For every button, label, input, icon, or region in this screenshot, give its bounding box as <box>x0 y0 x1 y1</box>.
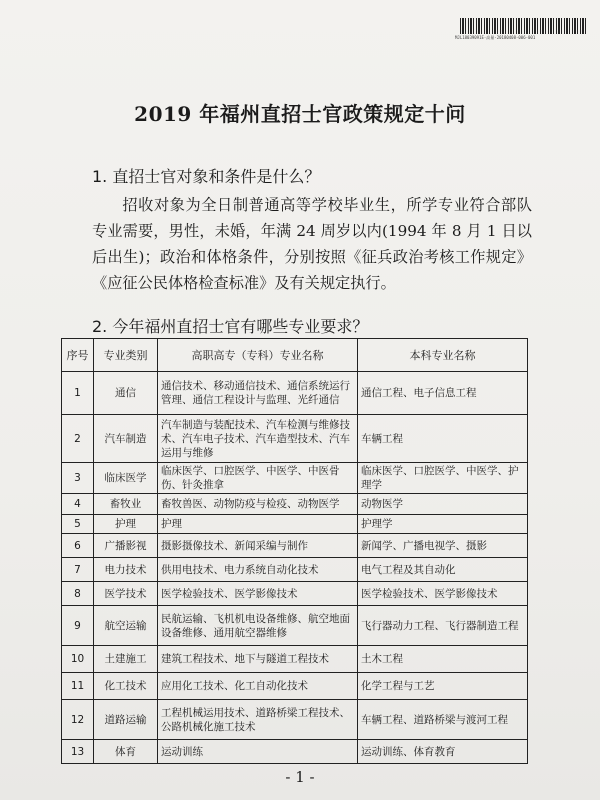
row-category: 广播影视 <box>94 534 158 558</box>
row-bachelor: 新闻学、广播电视学、摄影 <box>358 534 528 558</box>
row-vocational: 民航运输、飞机机电设备维修、航空地面设备维修、通用航空器维修 <box>158 606 358 646</box>
row-no: 8 <box>62 582 94 606</box>
row-vocational: 临床医学、口腔医学、中医学、中医骨伤、针灸推拿 <box>158 463 358 494</box>
table-row <box>62 515 528 534</box>
table-row <box>62 646 528 673</box>
barcode <box>460 18 588 34</box>
table-row <box>62 606 528 646</box>
header-bachelor: 本科专业名称 <box>358 339 528 372</box>
table-row <box>62 534 528 558</box>
row-vocational: 汽车制造与装配技术、汽车检测与维修技术、汽车电子技术、汽车造型技术、汽车运用与维修 <box>158 415 358 463</box>
page-number: - 1 - <box>285 768 315 786</box>
section-1-paragraph: 招收对象为全日制普通高等学校毕业生，所学专业符合部队专业需要，男性，未婚，年满 24 周岁以内(1994 年 8 月 1 日以后出生)；政治和体格条件，分别按照《征兵政治考核工作规定》《应征公民体格检查标准》及有关规定执行。 <box>92 196 532 292</box>
table-row <box>62 494 528 515</box>
row-category: 畜牧业 <box>94 494 158 515</box>
table-header-row <box>62 339 528 372</box>
section-1-heading: 1. 直招士官对象和条件是什么？ <box>92 167 321 186</box>
row-no: 2 <box>62 415 94 463</box>
row-bachelor: 动物医学 <box>358 494 528 515</box>
row-bachelor: 化学工程与工艺 <box>358 673 528 700</box>
row-category: 航空运输 <box>94 606 158 646</box>
header-no: 序号 <box>62 339 94 372</box>
row-category: 通信 <box>94 372 158 415</box>
header-category: 专业类别 <box>94 339 158 372</box>
row-category: 道路运输 <box>94 700 158 740</box>
row-no: 7 <box>62 558 94 582</box>
row-vocational: 工程机械运用技术、道路桥梁工程技术、公路机械化施工技术 <box>158 700 358 740</box>
row-category: 护理 <box>94 515 158 534</box>
row-no: 9 <box>62 606 94 646</box>
table-row <box>62 558 528 582</box>
table-row <box>62 582 528 606</box>
row-vocational: 护理 <box>158 515 358 534</box>
row-no: 4 <box>62 494 94 515</box>
row-bachelor: 车辆工程、道路桥梁与渡河工程 <box>358 700 528 740</box>
row-bachelor: 护理学 <box>358 515 528 534</box>
row-vocational: 运动训练 <box>158 740 358 764</box>
row-vocational: 供用电技术、电力系统自动化技术 <box>158 558 358 582</box>
row-bachelor: 运动训练、体育教育 <box>358 740 528 764</box>
row-vocational: 摄影摄像技术、新闻采编与制作 <box>158 534 358 558</box>
row-no: 11 <box>62 673 94 700</box>
table-row <box>62 415 528 463</box>
row-category: 土建施工 <box>94 646 158 673</box>
row-bachelor: 医学检验技术、医学影像技术 <box>358 582 528 606</box>
header-vocational: 高职高专（专科）专业名称 <box>158 339 358 372</box>
row-no: 6 <box>62 534 94 558</box>
row-category: 汽车制造 <box>94 415 158 463</box>
row-bachelor: 土木工程 <box>358 646 528 673</box>
row-bachelor: 通信工程、电子信息工程 <box>358 372 528 415</box>
document-title: 2019 年福州直招士官政策规定十问 <box>134 102 466 126</box>
row-no: 5 <box>62 515 94 534</box>
barcode-text: MJL18039091E-高量-20180408-006-001 <box>455 35 536 40</box>
row-no: 1 <box>62 372 94 415</box>
row-no: 13 <box>62 740 94 764</box>
row-category: 化工技术 <box>94 673 158 700</box>
row-bachelor: 电气工程及其自动化 <box>358 558 528 582</box>
table-row <box>62 673 528 700</box>
row-vocational: 应用化工技术、化工自动化技术 <box>158 673 358 700</box>
table-row <box>62 740 528 764</box>
row-vocational: 畜牧兽医、动物防疫与检疫、动物医学 <box>158 494 358 515</box>
row-category: 体育 <box>94 740 158 764</box>
row-vocational: 建筑工程技术、地下与隧道工程技术 <box>158 646 358 673</box>
table-row <box>62 463 528 494</box>
row-vocational: 通信技术、移动通信技术、通信系统运行管理、通信工程设计与监理、光纤通信 <box>158 372 358 415</box>
majors-table <box>61 338 528 764</box>
section-2-heading: 2. 今年福州直招士官有哪些专业要求？ <box>92 317 369 336</box>
row-category: 临床医学 <box>94 463 158 494</box>
row-vocational: 医学检验技术、医学影像技术 <box>158 582 358 606</box>
row-bachelor: 飞行器动力工程、飞行器制造工程 <box>358 606 528 646</box>
row-no: 10 <box>62 646 94 673</box>
row-no: 3 <box>62 463 94 494</box>
row-no: 12 <box>62 700 94 740</box>
table-row <box>62 372 528 415</box>
table-row <box>62 700 528 740</box>
row-category: 医学技术 <box>94 582 158 606</box>
section-1-body <box>92 192 532 296</box>
row-bachelor: 车辆工程 <box>358 415 528 463</box>
row-category: 电力技术 <box>94 558 158 582</box>
row-bachelor: 临床医学、口腔医学、中医学、护理学 <box>358 463 528 494</box>
